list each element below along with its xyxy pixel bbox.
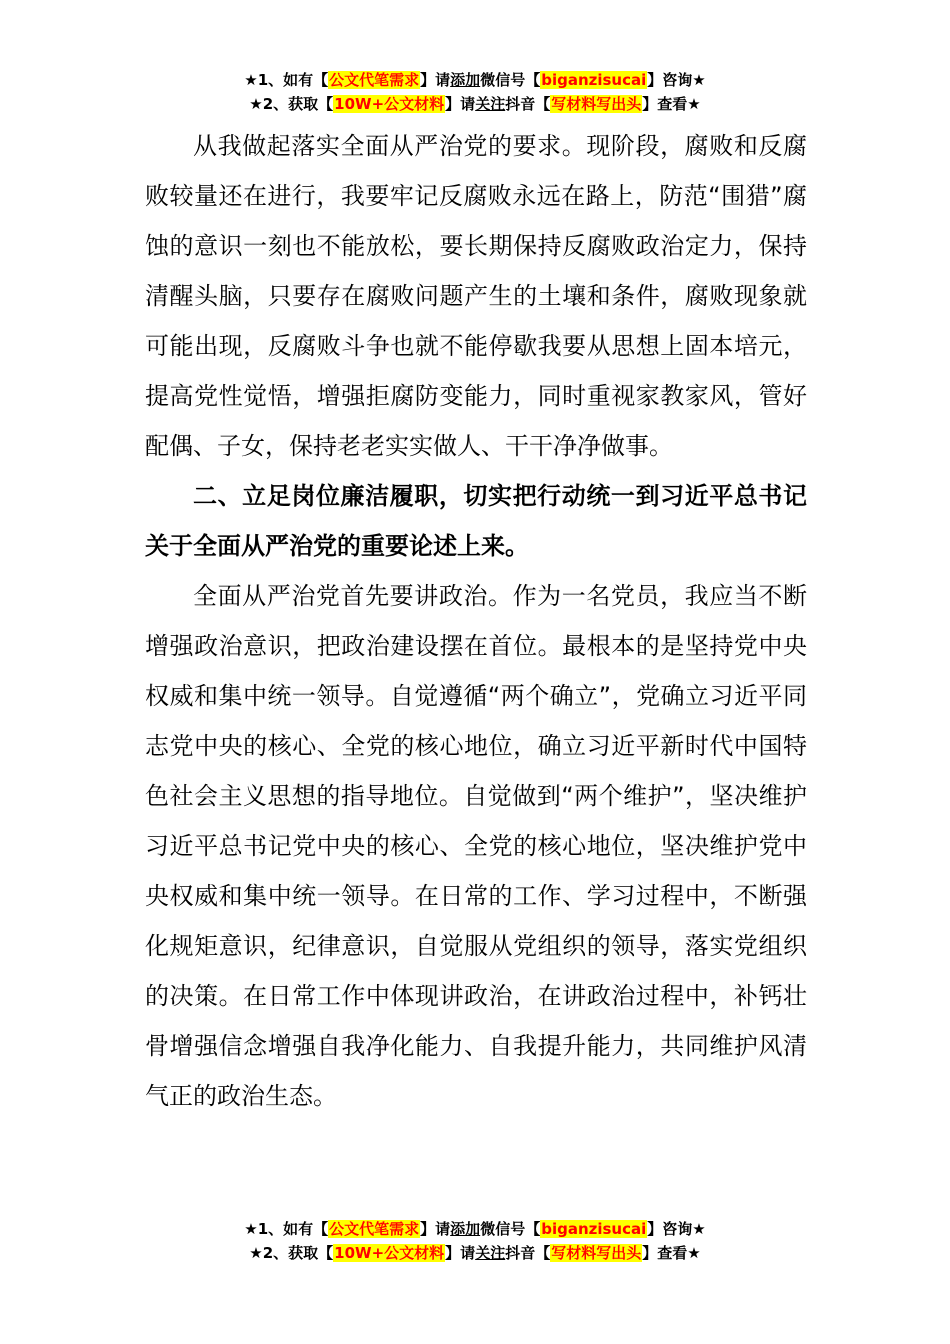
banner-line-2: ★2、获取【10W+公文材料】请关注抖音【写材料写出头】查看★ <box>249 95 701 113</box>
highlight-douyin: 写材料写出头 <box>551 95 642 113</box>
section-heading-2: 二、立足岗位廉洁履职，切实把行动统一到习近平总书记关于全面从严治党的重要论述上来。 <box>145 482 807 560</box>
banner-line-2: ★2、获取【10W+公文材料】请关注抖音【写材料写出头】查看★ <box>249 1244 701 1262</box>
star-icon: ★ <box>692 1220 706 1238</box>
paragraph-2: 全面从严治党首先要讲政治。作为一名党员，我应当不断增强政治意识，把政治建设摆在首位。最根本的是坚持党中央权威和集中统一领导。自觉遵循“两个确立”，党确立习近平同志党中央的核心、全党的核心地位，确立习近平新时代中国特色社会主义思想的指导地位。自觉做到“两个维护”，坚决维护习近平总书记党中央的核心、全党的核心地位，坚决维护党中央权威和集中统一领导。在日常的工作、学习过程中，不断强化规矩意识，纪律意识，自觉服从党组织的领导，落实党组织的决策。在日常工作中体现讲政治，在讲政治过程中，补钙壮骨增强信念增强自我净化能力、自我提升能力，共同维护风清气正的政治生态。 <box>145 582 807 1110</box>
paragraph-1: 从我做起落实全面从严治党的要求。现阶段，腐败和反腐败较量还在进行，我要牢记反腐败永远在路上，防范“围猎”腐蚀的意识一刻也不能放松，要长期保持反腐败政治定力，保持清醒头脑，只要存在腐败问题产生的土壤和条件，腐败现象就可能出现，反腐败斗争也就不能停歇我要从思想上固本培元，提高党性觉悟，增强拒腐防变能力，同时重视家教家风，管好配偶、子女，保持老老实实做人、干干净净做事。 <box>145 132 807 460</box>
star-icon: ★ <box>687 1244 701 1262</box>
banner-line-1: ★1、如有【公文代笔需求】请添加微信号【biganzisucai】咨询★ <box>244 1220 706 1238</box>
footer-banner <box>0 1217 950 1265</box>
banner-line-1: ★1、如有【公文代笔需求】请添加微信号【biganzisucai】咨询★ <box>244 71 706 89</box>
highlight-materials: 10W+公文材料 <box>334 1244 445 1262</box>
highlight-service: 公文代笔需求 <box>329 1220 420 1238</box>
document-body <box>145 121 807 1121</box>
highlight-wechat-id: biganzisucai <box>541 71 647 89</box>
header-banner <box>0 68 950 116</box>
star-icon: ★ <box>249 95 263 113</box>
highlight-douyin: 写材料写出头 <box>551 1244 642 1262</box>
highlight-materials: 10W+公文材料 <box>334 95 445 113</box>
star-icon: ★ <box>244 1220 258 1238</box>
star-icon: ★ <box>687 95 701 113</box>
star-icon: ★ <box>692 71 706 89</box>
highlight-wechat-id: biganzisucai <box>541 1220 647 1238</box>
star-icon: ★ <box>249 1244 263 1262</box>
star-icon: ★ <box>244 71 258 89</box>
highlight-service: 公文代笔需求 <box>329 71 420 89</box>
